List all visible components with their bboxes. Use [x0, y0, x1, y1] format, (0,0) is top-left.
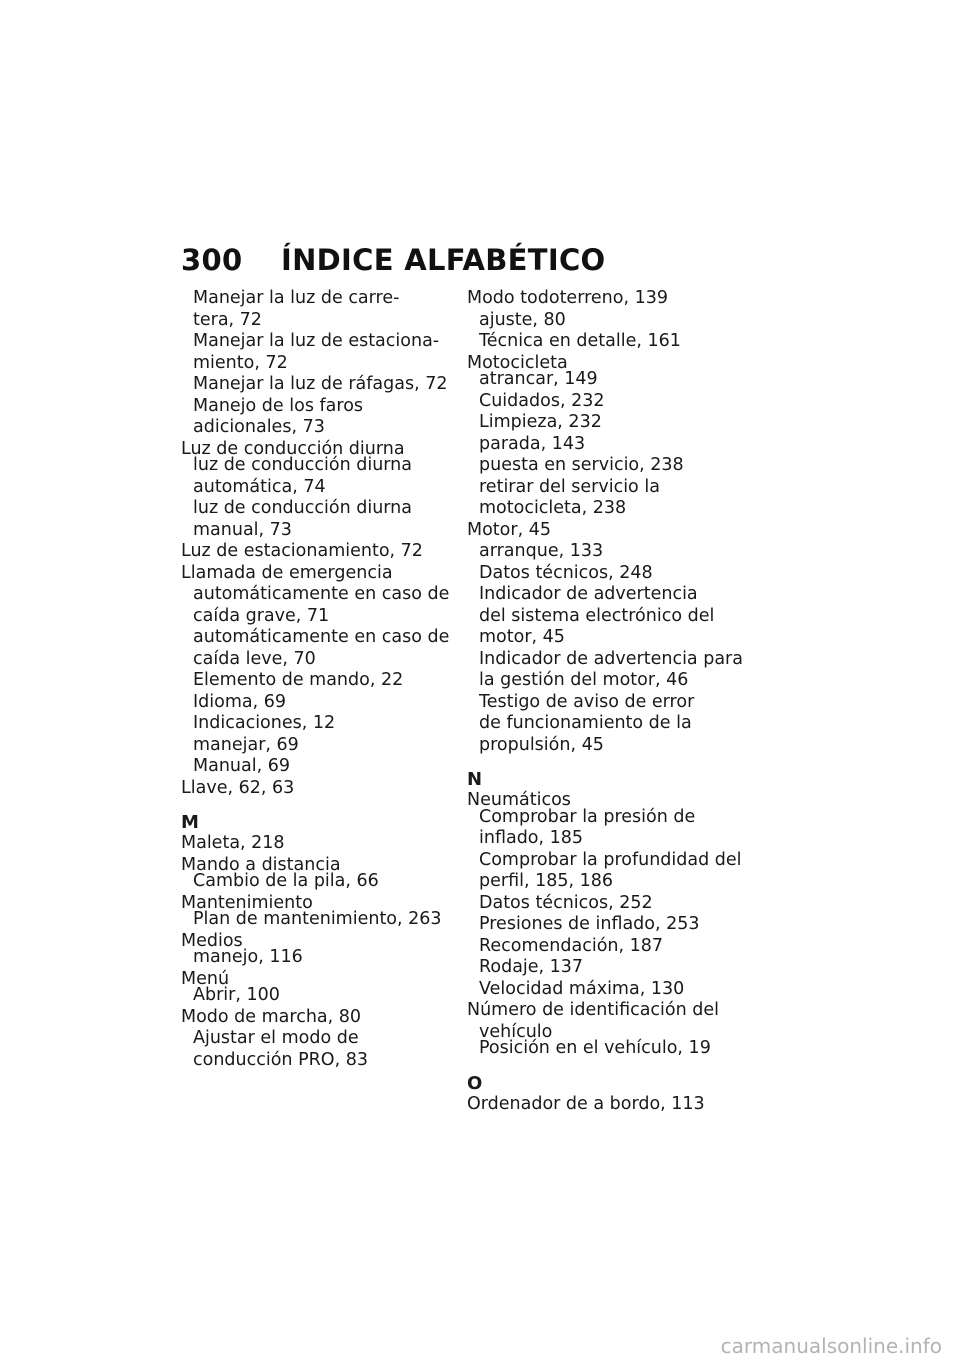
index-entry: arranque, 133 — [479, 541, 604, 561]
index-entry: manejo, 116 — [193, 947, 303, 967]
index-entry: ajuste, 80 — [479, 309, 566, 330]
index-entry: Idioma, 69 — [193, 691, 287, 712]
index-entry: Llave, 62, 63 — [181, 777, 295, 798]
index-entry: de funcionamiento de la — [479, 713, 692, 733]
index-entry: Motor, 45 — [467, 519, 551, 540]
index-entry: atrancar, 149 — [479, 369, 598, 389]
index-entry: propulsión, 45 — [479, 734, 604, 755]
page-header — [181, 243, 605, 277]
index-entry: Indicador de advertencia para — [479, 648, 743, 669]
index-entry: Luz de estacionamiento, 72 — [181, 541, 423, 561]
index-entry: Abrir, 100 — [193, 985, 280, 1005]
index-entry: inflado, 185 — [479, 828, 584, 848]
index-entry: la gestión del motor, 46 — [479, 670, 689, 690]
index-entry: Presiones de inflado, 253 — [479, 914, 700, 934]
section-letter: O — [467, 1072, 483, 1094]
index-entry: Indicador de advertencia — [479, 584, 698, 604]
index-entry: luz de conducción diurna — [193, 498, 412, 518]
index-entry: Rodaje, 137 — [479, 957, 584, 977]
index-entry: Limpieza, 232 — [479, 412, 602, 432]
index-entry: Datos técnicos, 248 — [479, 562, 653, 583]
index-entry: Mando a distancia — [181, 854, 341, 875]
index-entry: Posición en el vehículo, 19 — [479, 1038, 711, 1058]
index-entry: manejar, 69 — [193, 734, 299, 755]
index-entry: Elemento de mando, 22 — [193, 670, 404, 690]
page-number: 300 — [181, 243, 243, 277]
index-entry: Indicaciones, 12 — [193, 713, 336, 733]
index-entry: vehículo — [479, 1021, 553, 1042]
index-entry: Luz de conducción diurna — [181, 438, 405, 459]
index-entry: caída leve, 70 — [193, 648, 316, 669]
index-entry: Manejo de los faros — [193, 395, 364, 416]
index-entry: automáticamente en caso de — [193, 627, 450, 647]
index-entry: adicionales, 73 — [193, 417, 325, 437]
index-entry: Cambio de la pila, 66 — [193, 871, 379, 891]
watermark: carmanualsonline.info — [720, 1334, 942, 1358]
index-entry: Modo todoterreno, 139 — [467, 288, 668, 308]
index-entry: Velocidad máxima, 130 — [479, 978, 685, 999]
index-entry: retirar del servicio la — [479, 476, 660, 497]
index-entry: Datos técnicos, 252 — [479, 892, 653, 913]
index-entry: Motocicleta — [467, 352, 568, 373]
index-entry: Neumáticos — [467, 790, 571, 810]
index-entry: del sistema electrónico del — [479, 605, 715, 626]
index-entry: puesta en servicio, 238 — [479, 455, 684, 475]
index-column-left — [181, 288, 451, 1071]
index-entry: Manejar la luz de ráfagas, 72 — [193, 374, 448, 394]
index-entry: automática, 74 — [193, 476, 326, 497]
index-entry: tera, 72 — [193, 309, 262, 330]
page-title: ÍNDICE ALFABÉTICO — [281, 243, 606, 277]
index-entry: Recomendación, 187 — [479, 935, 664, 956]
index-entry: Manual, 69 — [193, 756, 290, 776]
index-entry: Medios — [181, 930, 243, 951]
section-letter: N — [467, 769, 483, 790]
index-entry: Menú — [181, 968, 230, 989]
index-entry: Maleta, 218 — [181, 833, 285, 853]
index-entry: Número de identificación del — [467, 1000, 720, 1020]
index-entry: Llamada de emergencia — [181, 562, 393, 583]
index-entry: luz de conducción diurna — [193, 455, 412, 475]
index-entry: motor, 45 — [479, 627, 565, 647]
index-entry: Ajustar el modo de — [193, 1028, 359, 1048]
index-entry: Ordenador de a bordo, 113 — [467, 1093, 705, 1114]
index-entry: motocicleta, 238 — [479, 498, 627, 518]
index-entry: Técnica en detalle, 161 — [479, 331, 681, 351]
index-entry: Manejar la luz de estaciona- — [193, 331, 440, 351]
index-entry: parada, 143 — [479, 433, 586, 454]
index-entry: Manejar la luz de carre- — [193, 288, 400, 308]
index-entry: Cuidados, 232 — [479, 390, 605, 411]
index-entry: Comprobar la presión de — [479, 806, 696, 827]
index-entry: automáticamente en caso de — [193, 584, 450, 604]
index-column-right — [467, 288, 757, 1115]
index-entry: manual, 73 — [193, 519, 292, 540]
index-entry: Modo de marcha, 80 — [181, 1006, 362, 1027]
index-entry: Mantenimiento — [181, 892, 313, 913]
index-entry: Comprobar la profundidad del — [479, 849, 742, 870]
index-entry: Plan de mantenimiento, 263 — [193, 909, 442, 929]
section-letter: M — [181, 812, 199, 833]
index-entry: perfil, 185, 186 — [479, 871, 614, 891]
index-entry: caída grave, 71 — [193, 605, 330, 626]
index-entry: conducción PRO, 83 — [193, 1049, 368, 1070]
index-entry: miento, 72 — [193, 352, 288, 373]
index-entry: Testigo de aviso de error — [479, 691, 695, 712]
